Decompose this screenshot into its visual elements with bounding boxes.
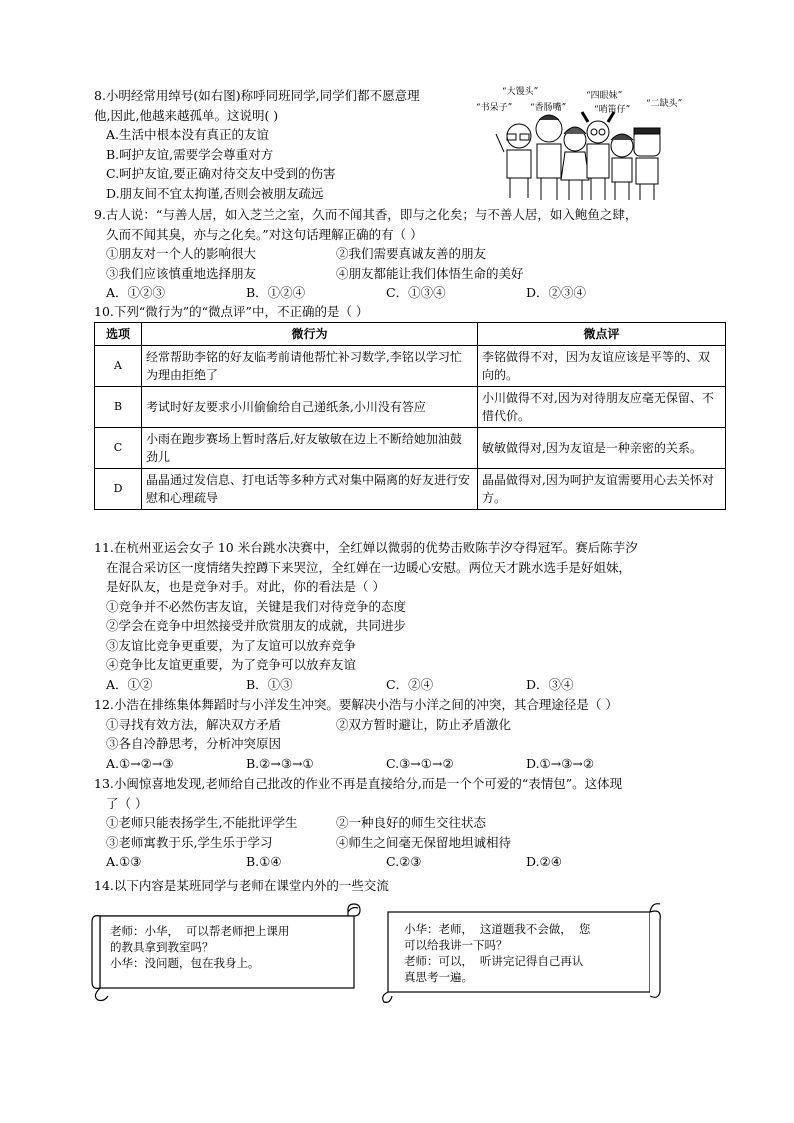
q9-statement-2: ②我们需要真诚友善的朋友 <box>336 246 487 261</box>
q12-statement-2: ②双方暂时避让，防止矛盾激化 <box>336 716 512 732</box>
scroll-2-line-2: 可以给我讲一下吗？ <box>404 938 508 952</box>
table-row <box>95 469 726 510</box>
q13-statement-3: ③老师寓教于乐,学生乐于学习 <box>106 834 273 850</box>
q13-choice-a[interactable]: A.①③ <box>106 854 142 869</box>
q12-statement-3: ③各自冷静思考，分析冲突原因 <box>106 736 282 751</box>
cartoon-label-1: “大馒头” <box>502 87 539 97</box>
q11-statement-1: ①竞争并不必然伤害友谊，关键是我们对待竞争的态度 <box>106 598 407 614</box>
cartoon-label-3: “书呆子” <box>476 103 513 113</box>
q11-statement-4: ④竞争比友谊更重要，为了竞争可以放弃友谊 <box>106 657 357 672</box>
q10-row-b-comment: 小川做得不对,因为对待朋友应毫无保留、不惜代价。 <box>478 387 726 428</box>
q10-row-a-act: 经常帮助李铭的好友临考前请他帮忙补习数学,李铭以学习忙为理由拒绝了 <box>142 346 478 387</box>
question-14 <box>94 876 389 896</box>
q11-choice-d[interactable]: D．③④ <box>526 676 574 692</box>
q13-line-1: 13.小闽惊喜地发现,老师给自己批改的作业不再是直接给分,而是一个个可爱的“表情包”。这体现 <box>94 776 623 791</box>
q10-row-d-act: 晶晶通过发信息、打电话等多种方式对集中隔离的好友进行安慰和心理疏导 <box>142 469 478 510</box>
cartoon-label-5: “哨笛仔” <box>594 105 631 115</box>
q10-row-a-comment: 李铭做得不对，因为友谊应该是平等的、双向的。 <box>478 346 726 387</box>
q9-line-2: 久而不闻其臭，亦与之化矣。”对这句话理解正确的有（ ） <box>106 226 423 242</box>
scroll-2-line-3: 老师：可以， 听讲完记得自己再认 <box>404 954 584 968</box>
q12-statement-1: ①寻找有效方法，解决双方矛盾 <box>106 716 282 732</box>
q10-row-c-letter: C <box>95 428 142 469</box>
question-10 <box>94 302 368 322</box>
cartoon-label-6: “二缺头” <box>646 99 683 109</box>
q8-option-c[interactable]: C.呵护友谊,要正确对待交友中受到的伤害 <box>106 166 336 181</box>
question-9 <box>94 205 666 303</box>
q13-statement-4: ④师生之间毫无保留地坦诚相待 <box>336 834 512 850</box>
table-row <box>95 428 726 469</box>
question-11 <box>94 538 666 694</box>
scroll-1-text <box>110 923 289 971</box>
scroll-1-line-3: 小华：没问题，包在我身上。 <box>110 956 260 970</box>
q12-choice-d[interactable]: D.①→③→② <box>526 755 595 771</box>
q11-choice-c[interactable]: C．②④ <box>386 676 434 692</box>
q8-line-1: 8.小明经常用绰号(如右图)称呼同班同学,同学们都不愿意理 <box>94 88 420 103</box>
q11-line-3: 是好队友，也是竞争对手。对此，你的看法是（ ） <box>106 579 385 594</box>
q11-line-2: 在混合采访区一度情绪失控蹲下来哭泣，全红婵在一边暖心安慰。两位天才跳水选手是好姐妹， <box>106 559 632 575</box>
q10-table <box>94 322 726 510</box>
q13-line-2: 了（ ） <box>106 795 148 811</box>
q13-choice-b[interactable]: B.①④ <box>246 854 282 869</box>
q14-line: 14.以下内容是某班同学与老师在课堂内外的一些交流 <box>94 878 389 893</box>
scroll-1-line-1: 老师：小华， 可以帮老师把上课用 <box>110 924 290 938</box>
question-13 <box>94 774 666 872</box>
q11-choice-b[interactable]: B．①③ <box>246 676 293 692</box>
q9-choice-b[interactable]: B．①②④ <box>246 285 306 300</box>
q11-choice-a[interactable]: A．①② <box>106 676 153 692</box>
cartoon-label-2: “四眼妹” <box>586 91 623 101</box>
q9-choice-d[interactable]: D．②③④ <box>526 285 587 300</box>
q13-statement-1: ①老师只能表扬学生,不能批评学生 <box>106 815 298 830</box>
q10-row-d-comment: 晶晶做得对,因为呵护友谊需要用心去关怀对方。 <box>478 469 726 510</box>
q13-choice-c[interactable]: C.②③ <box>386 854 422 869</box>
q9-choice-a[interactable]: A．①②③ <box>106 285 166 300</box>
scroll-2-line-4: 真思考一遍。 <box>404 970 473 984</box>
q11-line-1: 11.在杭州亚运会女子 10 米台跳水决赛中，全红婵以微弱的优势击败陈芋汐夺得冠军。赛后陈芋汐 <box>94 540 638 555</box>
q10-row-c-act: 小雨在跑步赛场上暂时落后,好友敏敏在边上不断给她加油鼓劲儿 <box>142 428 478 469</box>
nickname-cartoon <box>474 84 704 202</box>
q10-row-d-letter: D <box>95 469 142 510</box>
q10-header-action: 微行为 <box>142 323 478 346</box>
table-row <box>95 387 726 428</box>
cartoon-figures <box>496 112 660 200</box>
q12-choice-a[interactable]: A.①→②→③ <box>106 755 174 771</box>
q12-choice-b[interactable]: B.②→③→① <box>246 755 314 771</box>
q9-statement-4: ④朋友都能让我们体悟生命的美好 <box>336 265 524 281</box>
q8-line-2: 他,因此,他越来越孤单。这说明( ) <box>94 107 279 123</box>
q10-header-option: 选项 <box>95 323 142 346</box>
question-8 <box>94 86 420 203</box>
scroll-2-line-1: 小华：老师， 这道题我不会做， 您 <box>404 922 591 936</box>
q11-statement-2: ②学会在竞争中坦然接受并欣赏朋友的成就，共同进步 <box>106 618 407 633</box>
q13-statement-2: ②一种良好的师生交往状态 <box>336 815 487 830</box>
q10-header-comment: 微点评 <box>478 323 726 346</box>
scroll-1-line-2: 的教具拿到教室吗？ <box>110 940 214 954</box>
q10-row-b-act: 考试时好友要求小川偷偷给自己递纸条,小川没有答应 <box>142 387 478 428</box>
q9-statement-1: ①朋友对一个人的影响很大 <box>106 246 257 261</box>
q9-choice-c[interactable]: C．①③④ <box>386 285 446 300</box>
q9-line-1: 9.古人说：“与善人居，如入芝兰之室，久而不闻其香，即与之化矣；与不善人居，如入鲍鱼之肆， <box>94 207 638 222</box>
q8-option-b[interactable]: B.呵护友谊,需要学会尊重对方 <box>106 146 274 162</box>
cartoon-label-4: “香肠嘴” <box>530 103 567 113</box>
q10-row-a-letter: A <box>95 346 142 387</box>
q12-line: 12.小浩在排练集体舞蹈时与小洋发生冲突。要解决小浩与小洋之间的冲突，其合理途径是（ ） <box>94 697 618 712</box>
q10-line: 10.下列“微行为”的“微点评”中，不正确的是（ ） <box>94 304 369 319</box>
q8-option-a[interactable]: A.生活中根本没有真正的友谊 <box>106 127 270 142</box>
q12-choice-c[interactable]: C.③→①→② <box>386 755 454 771</box>
question-12 <box>94 695 666 773</box>
q10-row-b-letter: B <box>95 387 142 428</box>
scroll-2-text <box>404 921 590 985</box>
q13-choice-d[interactable]: D.②④ <box>526 854 562 869</box>
q8-option-d[interactable]: D.朋友间不宜太拘谨,否则会被朋友疏远 <box>106 185 324 201</box>
q9-statement-3: ③我们应该慎重地选择朋友 <box>106 265 257 281</box>
table-row <box>95 346 726 387</box>
q11-statement-3: ③友谊比竞争更重要，为了友谊可以放弃竞争 <box>106 637 357 653</box>
q10-row-c-comment: 敏敏做得对,因为友谊是一种亲密的关系。 <box>478 428 726 469</box>
